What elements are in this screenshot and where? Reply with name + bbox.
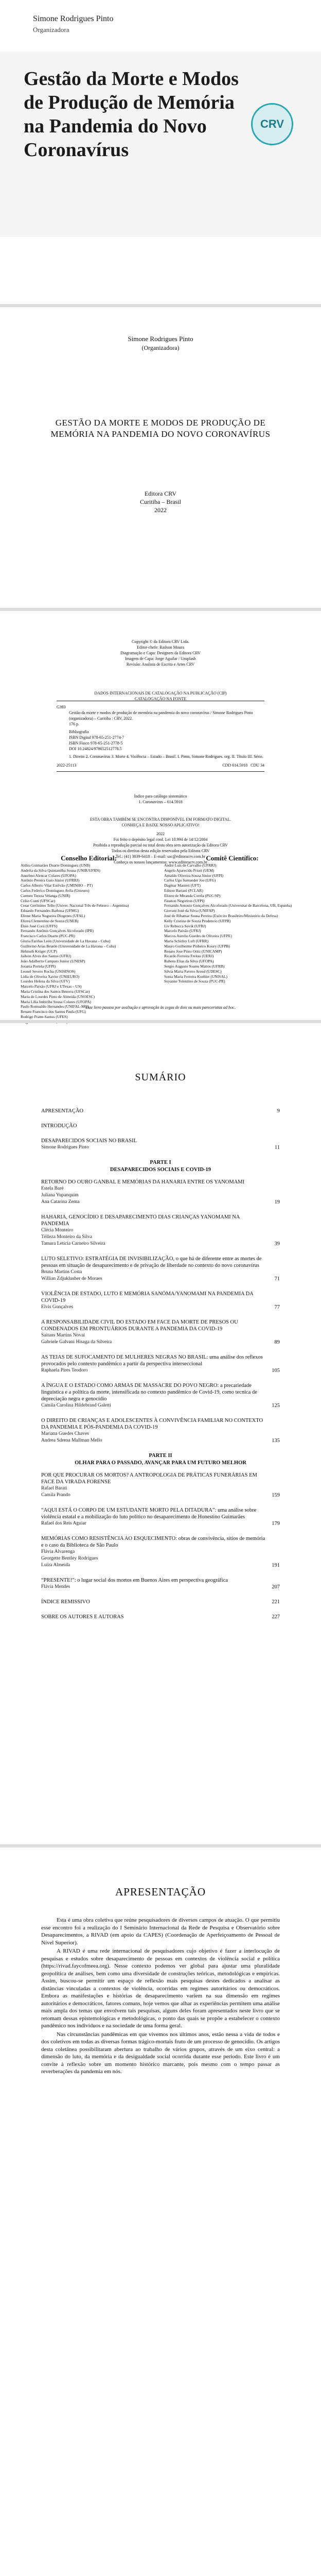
toc-entry-author: Flávia Alvarenga [41,1549,75,1554]
cip-index-item: 1. Coronavírus – 614.5918 [138,800,183,804]
titlepage-title: GESTÃO DA MORTE E MODOS DE PRODUÇÃO DE MEMÓRIA NA PANDEMIA DO NOVO CORONAVÍRUS [50,418,271,439]
toc-entry-title: RETORNO DO OURO GANBAL E MEMÓRIAS DA HANARIA ENTRE OS YANOMAMI [41,1179,245,1185]
toc-entry[interactable] [41,1256,280,1282]
council-member: Élsio José Corá (UFFS) [21,923,58,928]
peer-review-note: Este livro passou por avaliação e aprovação às cegas de dois ou mais pareceristas ad hoc. [85,1005,236,1010]
cover-author: Simone Rodrigues Pinto [33,14,114,23]
committee-member: Angelo Aparecido Priori (UEM) [164,868,215,873]
toc-entry-page: 39 [274,1241,280,1247]
committee-member: Mauro Guilherme Pinheiro Koury (UFPB) [164,943,230,948]
committee-member: Marcelo Paixão (UFRJ) [164,928,201,934]
toc-entry[interactable] [41,1535,280,1569]
council-member: Rodrigo Pratte-Santos (UFES) [21,1014,68,1019]
committee-member: Fernando Antonio Gonçalves Alcoforado (Universitat de Barcelona, UB, Espanha) [164,903,292,908]
toc-entry-label [41,1417,265,1444]
toc-entry-title: MEMÓRIAS COMO RESISTÊNCIA AO ESQUECIMENTO: obras de convivência, sítios de memória e o caso da Biblioteca de São Paulo [41,1536,265,1548]
council-member: Aldira Guimarães Duarte Domínguez (UNB) [21,863,91,868]
council-member: Lídia de Oliveira Xavier (UNIEURO) [21,974,80,979]
council-member: Leonel Severo Rocha (UNISINOS) [21,969,76,974]
council-member: Josania Portela (UFPI) [21,963,56,969]
committee-member: Arnaldo Oliveira Souza Júnior (UFPI) [164,873,223,878]
cip-line: Gestão da morte e modos de produção de memória na pandemia do novo coronavírus / Simone Rodrigues Pinto (organizadora) – Curitiba : CRV, 2022. [69,710,253,721]
toc-entry[interactable] [41,1577,280,1590]
credit-line: Diagramação e Capa: Designers da Editora CRV [120,651,201,655]
toc-entry-page: 71 [274,1276,280,1282]
committee-member: Renato Jose Pinto Ortiz (UNICAMP) [164,948,222,954]
cip-index-title: Índice para catálogo sistemático [134,794,187,799]
committee-member: Carlos Ugo Santander Joo (UFG) [164,878,216,883]
council-member: Helmuth Krüger (UCP) [21,948,57,954]
toc-entry-author: Camila Carolina Hildebrand Galetti [41,1403,111,1408]
cover-title: Gestão da Morte e Modos de Produção de Memória na Pandemia do Novo Coronavírus [24,68,239,161]
toc-entry-author: Camila Prando [41,1493,70,1498]
council-member: Andréia da Silva Quintanilha Sousa (UNIR/UFRN) [21,868,100,873]
toc-entry-title: SOBRE OS AUTORES E AUTORAS [41,1614,124,1620]
council-member: Cesar Gerônimo Tello (Univer. Nacional Três de Febrero – Argentina) [21,903,129,908]
titlepage-publisher: Editora CRV [144,490,177,497]
presentation-heading: APRESENTAÇÃO [115,1886,206,1898]
summary-page [0,1025,321,1844]
committee-member: Elizeu de Miranda Corrêa (PUC/SP) [164,893,221,898]
council-member: Elizeu Clementino de Souza (UNEB) [21,918,79,923]
toc-entry-title: AS TEIAS DE SUFOCAMENTO DE MULHERES NEGRAS NO BRASIL: uma análise dos reflexos provocados pelo contexto pandêmico a partir da perspectiva interseccional [41,1354,263,1367]
council-member: Maria Cristina dos Santos Bezerra (UFSCar) [21,989,90,994]
committee-member: Kelly Cristina de Souza Prudencio (UFPR) [164,918,231,923]
credit-line: Copyright © da Editora CRV Ltda. [132,639,189,644]
toc-entry-title: “AQUI ESTÁ O CORPO DE UM ESTUDANTE MORTO PELA DITADURA”: uma análise sobre violência estatal e a mobilização do luto político no desaparecimento de Honestino Guimarães [41,1507,257,1520]
committee-member: André Luís de Carvalho (UFRRJ) [164,863,217,868]
toc-entry-label [41,1179,265,1206]
cip-cdu: CDU 34 [251,763,264,768]
toc-entry-author: Télleza Monteiro da Silva [41,1234,92,1240]
cip-cdd-cdu [222,762,264,768]
rights-line: Todos os direitos desta edição reservados pela Editora CRV [111,849,210,853]
page-separator [0,304,321,307]
council-member: Marcelo Paixão (UFRJ e UTexas – US) [21,984,82,989]
rights-line: Conheça os nossos lançamentos: www.editoracrv.com.br [114,860,207,865]
scientific-committee-list [164,863,300,984]
toc-entry[interactable] [41,1214,280,1247]
toc-entry-author: Raphaela Pires Teodoro [41,1368,88,1373]
toc-entry-label [41,1291,265,1311]
toc-entry[interactable] [41,1319,280,1346]
cip-line: Bibliografia [69,730,89,734]
committee-member: Sonia Maria Ferreira Koehler (UNISAL) [164,974,227,979]
council-member: Elione Maria Nogueira Diogenes (UFAL) [21,913,85,918]
toc-entry-title: POR QUE PROCURAR OS MORTOS? A ANTROPOLOGIA DE PRÁTICAS FUNERÁRIAS EM FACE DA VIRADA FORENSE [41,1472,257,1485]
toc-entry-author: Ana Catarina Zema [41,1199,80,1205]
toc-entry-page: 159 [272,1493,280,1498]
page-separator [0,1844,321,1848]
toc-entry[interactable] [41,1382,280,1409]
committee-member: Marcos Aurelio Guedes de Oliveira (UFPE) [164,934,232,939]
council-member: Carlos Federico Dominguez Avila (Unieuro) [21,888,90,893]
cip-cdd: CDD 614.5918 [222,763,248,768]
cip-line: G393 [57,705,66,709]
toc-entry-page: 9 [277,1108,280,1114]
toc-entry-label [41,1108,265,1114]
toc-entry-author: Bruna Martins Costa [41,1269,82,1275]
toc-entry-label [41,1577,265,1590]
toc-entry[interactable] [41,1108,280,1114]
page-separator [0,608,321,611]
cip-title: DADOS INTERNACIONAIS DE CATALOGAÇÃO NA PUBLICAÇÃO (CIP) [94,691,227,696]
cip-index-block [57,793,264,805]
cip-subtitle: CATALOGAÇÃO NA FONTE [134,697,187,701]
toc-entry-label [41,1472,265,1499]
presentation-page [0,1850,321,2576]
toc-entry-page: 105 [272,1368,280,1374]
rights-line: ESTA OBRA TAMBÉM SE ENCONTRA DISPONÍVEL EM FORMATO DIGITAL. [90,817,231,822]
toc-entry-author: Mariana Guedes Chaves [41,1431,89,1436]
page-separator [0,1020,321,1023]
cip-line: ISBN Físico 978-65-251-2778-5 [69,741,123,745]
toc-entry-page: 227 [272,1614,280,1620]
toc-entry[interactable] [41,1354,280,1374]
council-member: Carmen Tereza Velanga (UNIR) [21,893,70,898]
toc-entry-label [41,1256,265,1282]
credit-line: Imagem de Capa: Jorge Aguilar / Unsplash [125,656,196,661]
titlepage-publisher-block [0,489,321,514]
toc-entry-author: Flávia Mendes [41,1584,70,1589]
cip-record [57,701,264,772]
toc-part-heading: PARTE I DESAPARECIDOS SOCIAIS E COVID-19 [110,1160,211,1173]
toc-entry[interactable] [41,1417,280,1444]
committee-member: Giovani José da Silva (UNIFAP) [164,908,215,913]
committee-member: Dagmar Manieri (UFT) [164,883,201,888]
toc-entry-title: LUTO SELETIVO: ESTRATÉGIA DE INVISIBILIZAÇÃO, o que há de diferente entre as mortes de pessoas em situação de desaparecimento e de privação de liberdade no contexto do novo coronavírus [41,1256,262,1268]
toc-entry-author: Elvis Gonçalves [41,1304,74,1310]
committee-member: Rubens Elias da Silva (UFOPA) [164,959,214,964]
toc-entry-title: “PRESENTE!”: o lugar social dos mortos em Buenos Aires em perspectiva geográfica [41,1578,228,1583]
toc-entry-author: Estela Baré [41,1186,64,1191]
credits-block [0,639,321,667]
presentation-paragraph: Esta é uma obra coletiva que reúne pesquisadores de diversos campos de atuação. O que permitiu esse encontro foi a realização do I Seminário Internacional da Rede de Pesquisa e Observatório sobre Desaparecimentos, a RIVAD (em apoio da CAPES) (Coordenação de Aperfeiçoamento de Pessoal de Nível Superior). [41,1917,280,1946]
toc-entry-author: Rafael dos Reis Aguiar [41,1521,86,1526]
titlepage-author: Simone Rodrigues Pinto [128,335,193,343]
cip-line: 176 p. [69,722,79,726]
toc-entry-title: ÍNDICE REMISSIVO [41,1599,90,1605]
toc-entry-page: 89 [274,1340,280,1345]
toc-entry-author: Tamara Letícia Carneiro Silveira [41,1241,105,1246]
toc-entry-label [41,1138,265,1151]
toc-entry[interactable] [41,1291,280,1311]
council-member: Antônio Pereira Gaio Júnior (UFRRJ) [21,878,80,883]
cip-classification-row [57,762,264,768]
toc-entry-author: Willian Zdjuklusher de Moraes [41,1276,102,1281]
council-member: Francisco Carlos Duarte (PUC-PR) [21,934,76,939]
toc-entry-page: 179 [272,1521,280,1527]
editorial-council-title: Conselho Editorial: [61,854,117,862]
toc-entry-label [41,1123,265,1129]
toc-entry-label [41,1319,265,1346]
council-member: Jailson Alves dos Santos (UFRJ) [21,954,72,959]
cip-record-id: 2022-25113 [57,763,77,768]
committee-member: Maria Schirley Luft (UFRR) [164,938,209,943]
toc-entry[interactable] [41,1507,280,1527]
council-member: Maria Lília Imbiriba Sousa Colares (UFOPA) [21,999,91,1004]
toc-entry-label [41,1354,265,1374]
toc-entry-author: Andrea Sdrena Mallman Mello [41,1438,102,1443]
rights-line: Tel.: (41) 3039-6418 – E-mail: sac@editoracrv.com.br [115,854,206,859]
cover-bottom-band [0,237,321,304]
presentation-paragraph: A RIVAD é uma rede internacional de pesquisadores cujo objetivo é fazer a interlocução de pesquisas e estudos sobre desaparecimento de pessoas em contextos de violência social e política (https://rivad.faycofmeea.org). Nesse contexto podemos ver global para ajustar uma pluralidade geopolítica de análises, bem como uma diversidade de construções teóricas, metodológicas e empíricas. Assim, buscou-se permitir um espaço de reflexão mais pesquisas destes dedicados a analisar as distâncias vinculadas a contextos de violência, ocorridas em regimes autoritários ou democráticos. Embora as manifestações e histórias de desaparecimento variem na sua dimensão em regimes autoritários e democráticos, fatores comuns, hoje vemos que alhar as experiências permitem uma análise mais ampla dos temas que envolvem tais pesquisas, alguns deles foram apresentados neste livro que se retomam dessas epistemológicas e metodológicas, o ponto das quais se propõe a estabelecer o contexto pandêmico nos indivíduos e na sociedade de uma forma geral. [41,1948,280,2029]
committee-member: Liv Rebecca Sovik (UFRJ) [164,923,206,928]
titlepage-organizer-label: (Organizadora) [141,344,180,351]
rights-line: Proibida a reprodução parcial ou total desta obra sem autorização da Editora CRV [93,843,228,848]
toc-entry[interactable] [41,1599,280,1605]
cover-top-band [0,0,321,46]
toc-entry-author: Georgette Bentley Rodrigues [41,1556,98,1561]
committee-member: Silvia Maria Favero Arend (UDESC) [164,969,222,974]
toc-entry-page: 221 [272,1599,280,1605]
toc-entry-title: A ÍNGUA E O ESTADO COMO ARMAS DE MASSACRE DO POVO NEGRO: a precariedade linguística e a política da morte, intensificada no contexto pandêmico de Covid-19, como tecnica de depreciação negra e genocídio [41,1383,257,1402]
council-member: Lourdes Helena da Silva (UFV) [21,979,70,984]
cip-heading [57,690,264,702]
toc-entry-author: Rafael Barati [41,1486,67,1491]
rights-line: CONHEÇA E BAIXE NOSSO APLICATIVO! [121,823,200,827]
toc-entry-title: DESAPARECIDOS SOCIAIS NO BRASIL [41,1138,137,1144]
council-member: Paulo Romualdo Hernandes (UNIFAL-MG) [21,1004,89,1009]
toc-entry-label [41,1507,265,1527]
toc-entry-author: Clécia Monteiro [41,1228,73,1233]
table-of-contents [41,1108,280,1629]
publisher-logo-text: CRV [260,117,284,130]
summary-heading: SUMÁRIO [135,1072,186,1083]
toc-entry-page: 125 [272,1403,280,1409]
scientific-committee-title: Comitê Científico: [206,854,259,862]
titlepage-year: 2022 [154,506,167,514]
toc-entry-page: 77 [274,1304,280,1310]
toc-entry[interactable] [41,1614,280,1620]
toc-entry-author: Juliana Yupanquim [41,1193,79,1198]
toc-part-heading: PARTE II OLHAR PARA O PASSADO, AVANÇAR PARA UM FUTURO MELHOR [75,1453,246,1466]
cover-organizer-label: Organizadora [33,26,69,33]
toc-entry-page: 11 [274,1145,280,1150]
copyright-page [0,613,321,1020]
council-member: Renato Francisco dos Santos Paula (UFG) [21,1009,86,1014]
committee-member: José de Ribamar Sousa Pereira (Exército Brasileiro/Ministério da Defesa) [164,913,278,918]
committee-member: Ricardo Ferreira Freitas (UERJ) [164,954,214,959]
toc-entry-title: O DIREITO DE CRIANÇAS E ADOLESCENTES À CONVIVÊNCIA FAMILIAR NO CONTEXTO DA PANDEMIA E PÓS-PANDEMIA DA COVID-19 [41,1418,263,1430]
toc-entry-page: 191 [272,1563,280,1568]
committee-member: Edison Bariani (FCLAR) [164,888,203,893]
toc-entry-author: Simone Rodrigues Pinto [41,1145,89,1150]
toc-entry-label [41,1614,265,1620]
toc-entry[interactable] [41,1138,280,1151]
toc-entry-label [41,1535,265,1569]
presentation-paragraph: Nas circunstâncias pandêmicas em que vivemos nos últimos anos, estão nessa a vida de todos e dos coletivos em todas as diversas formas trágico-mortais fruto de um processo de genocídio. Os artigos desta coletânea possibilitaram abertura ao trabalho de vários grupos, através de um eixo central: a dimensão do luto, da memória e da desigualdade social ocorrida durante esse período. Este livro é um convite à reflexão sobre um momento histórico marcante, pois mesmo com o tempo passar as reverberações da pandemia em nós. [41,2031,280,2075]
toc-entry[interactable] [41,1472,280,1499]
council-member: Maria de Lourdes Pinto de Almeida (UNOESC) [21,994,95,999]
toc-entry-page: 19 [274,1199,280,1205]
title-page [0,309,321,608]
toc-entry-title: A RESPONSABILIDADE CIVIL DO ESTADO EM FACE DA MORTE DE PRESOS OU CONDENADOS EM PRONTUÁRIOS DURANTE A PANDEMIA DA COVID-19 [41,1319,238,1332]
toc-entry-title: HAHARIA, GENOCÍDIO E DESAPARECIMENTO DIAS CRIANÇAS YANOMAMI NA PANDEMIA [41,1214,240,1227]
toc-entry-title: INTRODUÇÃO [41,1123,77,1129]
council-member: Guillermo Arias Beatón (Universidade de La Havana – Cuba) [21,943,116,948]
committee-member: Fauston Negreiros (UFPI) [164,898,205,903]
toc-entry-title: APRESENTAÇÃO [41,1108,84,1114]
rights-line: Foi feito o depósito legal conf. Lei 10.994 de 14/12/2004 [113,837,208,842]
credit-line: Revisão: Analista de Escrita e Artes CRV [126,662,195,667]
cip-line: DOI 10.24824/978652512778.5 [69,747,122,751]
presentation-body [41,1917,280,2077]
toc-entry-author: Gabriele Galvani Hisaga da Silveira [41,1340,112,1345]
toc-entry-title: VIOLÊNCIA DE ESTADO, LUTO E MEMÓRIA SANÖMA/YANOMAMI NA PANDEMIA DA COVID-19 [41,1291,254,1303]
council-member: Carlos Alberto Vilar Estêvão (UMINHO – PT) [21,883,93,888]
toc-entry[interactable] [41,1179,280,1206]
book-cover [0,0,321,304]
council-member: Celso Conti (UFSCar) [21,898,56,903]
rights-line: 2022 [156,832,165,836]
toc-entry[interactable] [41,1123,280,1129]
toc-entry-label [41,1214,265,1247]
cip-line: ISBN Digital 978-65-251-2774-7 [69,735,124,740]
cip-line: 1. Direito 2. Coronavírus 3. Morte 4. Violência – Estado – Brasil. I. Pinto, Simone Rodrigues. org. II. Título III. Série. [69,754,263,759]
credit-line: Editor-chefe: Railson Moura [137,645,184,650]
toc-entry-page: 207 [272,1584,280,1590]
council-member: Gloria Fariñas León (Universidade de La Havana – Cuba) [21,938,111,943]
toc-entry-author: Luíza Almeida [41,1563,70,1568]
publisher-logo [251,103,293,145]
committee-member: Suyanne Tolentino de Souza (PUC-PR) [164,979,225,984]
toc-entry-label [41,1599,265,1605]
council-member: João Adalberto Campato Junior (UNESP) [21,959,85,964]
toc-entry-author: Saitans Martins Novai [41,1333,85,1338]
committee-member: Sergio Augusto Soares Mattos (UFRB) [164,963,225,969]
toc-entry-page: 135 [272,1438,280,1444]
toc-entry-label [41,1382,265,1409]
council-member: Fernando Antônio Gonçalves Alcoforado (IPB) [21,928,94,934]
council-member: Anselmo Alencar Colares (UFOPA) [21,873,76,878]
council-member: Eduardo Fernandes Barbosa (UFMG) [21,908,79,913]
titlepage-city: Curitiba – Brasil [140,498,181,505]
